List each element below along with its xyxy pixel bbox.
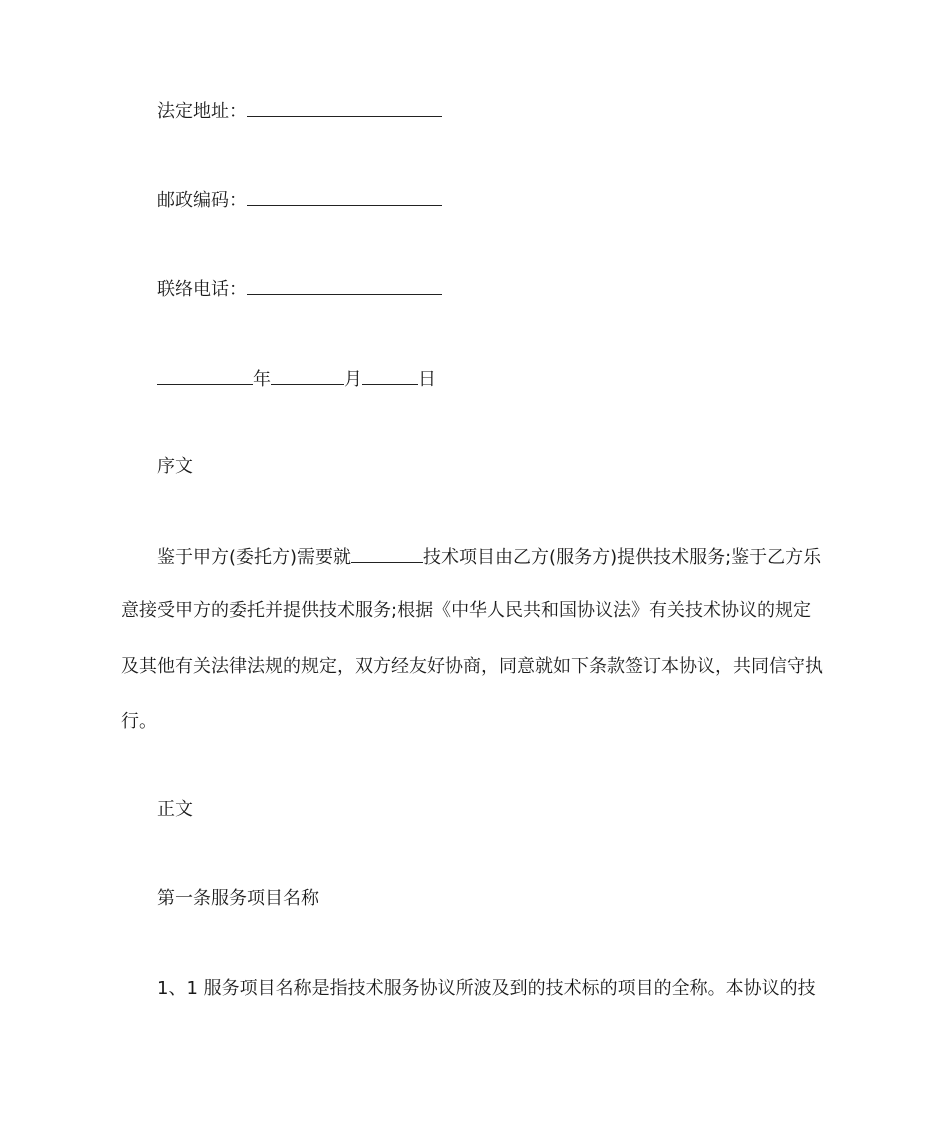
preface-line-1-b: 技术项目由乙方(服务方)提供技术服务;鉴于乙方乐 [423, 547, 822, 568]
preface-heading: 序文 [157, 456, 193, 477]
preface-line-1-a: 鉴于甲方(委托方)需要就 [157, 547, 352, 568]
phone-blank[interactable] [247, 276, 442, 295]
preface-line-1 [157, 544, 821, 568]
date-row [157, 366, 436, 390]
year-label: 年 [253, 369, 271, 390]
day-label: 日 [418, 369, 436, 390]
phone-label: 联络电话： [157, 279, 247, 300]
day-blank[interactable] [362, 366, 418, 385]
postcode-label: 邮政编码： [157, 190, 247, 211]
address-field-row [157, 98, 442, 122]
address-blank[interactable] [247, 98, 442, 117]
year-blank[interactable] [157, 366, 253, 385]
postcode-field-row [157, 187, 442, 211]
project-blank[interactable] [351, 544, 423, 563]
clause-1-1: 1、1 服务项目名称是指技术服务协议所波及到的技术标的项目的全称。本协议的技 [157, 978, 816, 999]
preface-line-3: 及其他有关法律法规的规定，双方经友好协商，同意就如下条款签订本协议，共同信守执 [121, 656, 823, 677]
month-blank[interactable] [271, 366, 344, 385]
article-1-title: 第一条服务项目名称 [157, 888, 319, 909]
month-label: 月 [344, 369, 362, 390]
preface-line-4: 行。 [121, 711, 157, 732]
preface-line-2: 意接受甲方的委托并提供技术服务;根据《中华人民共和国协议法》有关技术协议的规定 [121, 600, 812, 621]
body-heading: 正文 [157, 799, 193, 820]
postcode-blank[interactable] [247, 187, 442, 206]
address-label: 法定地址： [157, 101, 247, 122]
phone-field-row [157, 276, 442, 300]
